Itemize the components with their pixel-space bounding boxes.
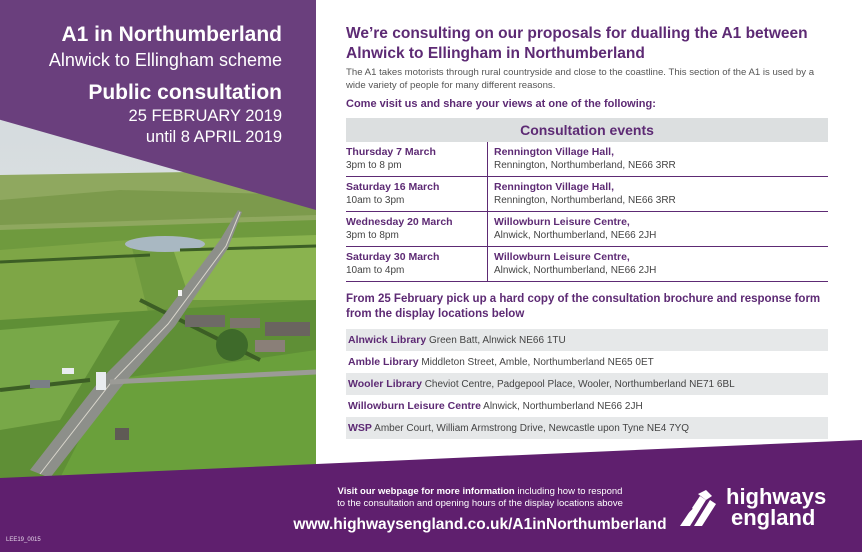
event-row: Thursday 7 March 3pm to 8 pm Rennington Village Hall, Rennington, Northumberland, NE66 3RR: [346, 142, 828, 177]
highways-england-logo-icon: [676, 486, 722, 532]
events-table: [346, 118, 828, 282]
event-time: 3pm to 8pm: [346, 230, 399, 241]
logo-word-england: england: [731, 505, 816, 530]
location-name: Alnwick Library: [348, 334, 427, 346]
events-table-title: Consultation events: [346, 118, 828, 142]
location-address: Green Batt, Alnwick NE66 1TU: [428, 335, 566, 346]
location-name: Willowburn Leisure Centre: [348, 400, 481, 412]
location-name: WSP: [348, 422, 372, 434]
brochure-pickup-text: From 25 February pick up a hard copy of the consultation brochure and response form from the display locations below: [346, 293, 821, 320]
list-item: [346, 417, 828, 439]
location-name: Amble Library: [348, 356, 419, 368]
footer-visit-line2: to the consultation and opening hours of the display locations above: [337, 498, 623, 509]
event-time: 10am to 3pm: [346, 195, 405, 206]
event-day: Thursday 7 March: [346, 146, 436, 158]
event-row: Wednesday 20 March 3pm to 8pm Willowburn Leisure Centre, Alnwick, Northumberland, NE66 2JH: [346, 212, 828, 247]
event-day: Saturday 30 March: [346, 251, 440, 263]
event-address: Alnwick, Northumberland, NE66 2JH: [494, 230, 657, 241]
footer-text: [290, 486, 670, 534]
scheme-title: A1 in Northumberland: [61, 23, 282, 46]
scheme-subtitle: Alnwick to Ellingham scheme: [48, 50, 282, 70]
list-item: [346, 351, 828, 373]
consultation-end-date: until 8 APRIL 2019: [145, 128, 282, 146]
event-venue: Willowburn Leisure Centre: [494, 251, 627, 263]
event-time: 10am to 4pm: [346, 265, 405, 276]
event-venue: Rennington Village Hall: [494, 181, 612, 193]
consultation-start-date: 25 FEBRUARY 2019: [128, 107, 282, 125]
display-locations-list: [346, 329, 828, 439]
event-venue: Willowburn Leisure Centre: [494, 216, 627, 228]
location-address: Middleton Street, Amble, Northumberland NE65 0ET: [421, 357, 654, 368]
location-address: Cheviot Centre, Padgepool Place, Wooler, Northumberland NE71 6BL: [424, 379, 735, 390]
list-item: [346, 373, 828, 395]
location-address: Amber Court, William Armstrong Drive, Newcastle upon Tyne NE4 7YQ: [374, 423, 690, 434]
event-row: Saturday 16 March 10am to 3pm Rennington Village Hall, Rennington, Northumberland, NE66 3RR: [346, 177, 828, 212]
event-day: Saturday 16 March: [346, 181, 440, 193]
come-visit-text: Come visit us and share your views at one of the following:: [346, 98, 656, 110]
footer-visit-rest: including how to respond: [514, 486, 623, 497]
event-address: Alnwick, Northumberland, NE66 2JH: [494, 265, 657, 276]
highways-england-logo: [676, 486, 846, 534]
logo-word-highways: highways: [726, 484, 827, 509]
event-day: Wednesday 20 March: [346, 216, 453, 228]
consultation-label: Public consultation: [88, 81, 282, 104]
event-address: Rennington, Northumberland, NE66 3RR: [494, 160, 676, 171]
footer-visit-bold: Visit our webpage for more information: [337, 486, 515, 497]
main-content: [346, 24, 828, 439]
event-address: Rennington, Northumberland, NE66 3RR: [494, 195, 676, 206]
list-item: [346, 329, 828, 351]
reference-code: LEE19_0015: [6, 537, 41, 543]
list-item: [346, 395, 828, 417]
location-name: Wooler Library: [348, 378, 422, 390]
location-address: Alnwick, Northumberland NE66 2JH: [483, 401, 643, 412]
hero-text: [0, 22, 282, 148]
event-venue: Rennington Village Hall: [494, 146, 612, 158]
website-link[interactable]: www.highwaysengland.co.uk/A1inNorthumberland: [293, 516, 667, 533]
page-heading: We’re consulting on our proposals for dualling the A1 between Alnwick to Ellingham in Northumberland: [346, 25, 808, 62]
event-row: Saturday 30 March 10am to 4pm Willowburn Leisure Centre, Alnwick, Northumberland, NE66 2JH: [346, 247, 828, 282]
event-time: 3pm to 8 pm: [346, 160, 402, 171]
hero-panel: [0, 0, 316, 478]
intro-text: The A1 takes motorists through rural countryside and close to the coastline. This section of the A1 is used by a wide variety of people for many different reasons.: [346, 67, 815, 91]
